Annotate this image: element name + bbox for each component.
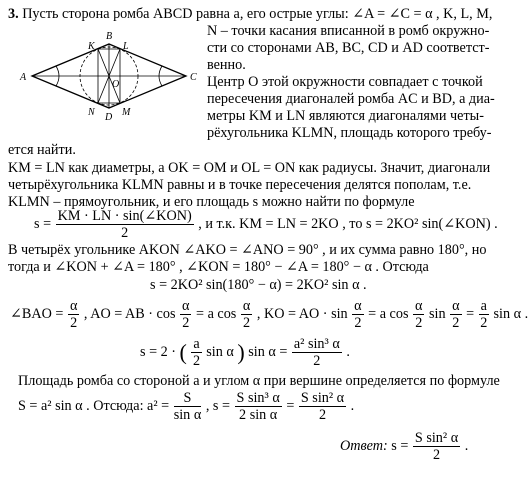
f1-fraction: [56, 208, 194, 241]
f2-b-frac: [180, 298, 191, 331]
formula-angles: [10, 298, 528, 331]
answer-end: .: [464, 437, 469, 454]
f2-e-num: α: [415, 298, 423, 314]
f2-b-num: α: [182, 298, 190, 314]
formula-area-1: [34, 208, 498, 241]
f4-den3: 2: [318, 407, 327, 423]
f2-d-num: α: [354, 298, 362, 314]
f4-den2: 2 sin α: [239, 407, 278, 423]
problem-line-7: метры KM и LN являются диагоналями четы-: [207, 108, 484, 124]
f1-den: 2: [121, 225, 129, 241]
f2-b: , AO = AB · cos: [83, 305, 176, 322]
f1-right: s = 2KO² sin(∠KON) .: [365, 215, 498, 232]
f2-a-num: α: [69, 298, 78, 314]
f2-c: = a cos: [196, 305, 237, 322]
problem-line-6: пересечения диагоналей ромба AC и BD, а диа-: [207, 91, 495, 107]
label-d: D: [105, 112, 113, 123]
f2-g-frac: [479, 298, 489, 331]
f4-frac1: [174, 390, 202, 423]
f2-h: sin α .: [493, 305, 528, 322]
answer-num: S sin² α: [414, 430, 459, 446]
f4-end: .: [350, 397, 355, 414]
f2-c-num: α: [242, 298, 251, 314]
f2-a-den: 2: [70, 315, 78, 331]
label-b: B: [106, 31, 113, 42]
solution-line-4: В четырёх угольнике AKON ∠AKO = ∠ANO = 90° , и их сумма равно 180°, но: [8, 242, 487, 258]
rhombus-figure: [4, 24, 204, 144]
problem-line-4: венно.: [207, 57, 246, 73]
f2-d-den: 2: [354, 315, 362, 331]
f4-c: =: [286, 397, 295, 414]
solution-line-3: KLMN – прямоугольник, и его площадь s можно найти по формуле: [8, 194, 415, 210]
f2-c-frac: [241, 298, 252, 331]
f3-b: sin α =: [248, 343, 288, 360]
problem-line-2: N – точки касания вписанной в ромб окружно-: [207, 23, 490, 39]
problem-line-9: ется найти.: [8, 142, 76, 158]
f2-g-den: 2: [480, 315, 488, 331]
problem-text-1: Пусть сторона ромба ABCD равна a, его острые углы: ∠A = ∠C = α , K, L, M,: [22, 6, 493, 22]
answer-frac: [413, 430, 460, 463]
f2-b-den: 2: [182, 315, 190, 331]
f2-f: sin: [429, 305, 446, 322]
answer-left: s =: [391, 437, 409, 454]
formula-area-2: [140, 336, 350, 369]
f2-f-den: 2: [452, 315, 460, 331]
problem-line-3: сти со сторонами AB, BC, CD и AD соответст-: [207, 40, 490, 56]
label-m: M: [122, 107, 131, 118]
f2-e-frac: [413, 298, 424, 331]
f3-lparen: (: [179, 339, 187, 365]
f4-frac2: [235, 390, 282, 423]
problem-line-8: рёхугольника KLMN, площадь которого требу-: [207, 125, 492, 141]
label-c: C: [190, 72, 197, 83]
f3-num: a² sin³ α: [293, 336, 340, 352]
f4-num1: S: [174, 390, 202, 407]
f4-den1: sin α: [173, 407, 202, 423]
f3-in-den: 2: [193, 353, 201, 369]
f4-num3: S sin² α: [300, 390, 345, 406]
problem-line-1: [8, 6, 492, 22]
f2-g: =: [466, 305, 475, 322]
f3-in-frac: [191, 336, 201, 369]
f2-f-num: α: [452, 298, 460, 314]
f1-num: KM · LN · sin(∠KON): [57, 208, 192, 224]
label-k: K: [88, 41, 95, 52]
f4-a: S = a² sin α . Отсюда: a² =: [18, 397, 170, 414]
f3-a: s = 2 ·: [140, 343, 176, 360]
f2-f-frac: [450, 298, 461, 331]
problem-line-5: Центр O этой окружности совпадает с точкой: [207, 74, 483, 90]
f3-frac: [292, 336, 342, 369]
f2-e: = a cos: [368, 305, 409, 322]
f2-d-frac: [352, 298, 363, 331]
f3-in: sin α: [206, 343, 234, 360]
answer: [340, 430, 468, 463]
f2-d: , KO = AO · sin: [256, 305, 348, 322]
solution-line-7: Площадь ромба со стороной a и углом α при вершине определяется по формуле: [18, 373, 500, 389]
solution-line-6: s = 2KO² sin(180° − α) = 2KO² sin α .: [150, 277, 367, 293]
answer-label: Ответ:: [340, 437, 388, 454]
f4-num2: S sin³ α: [236, 390, 280, 406]
solution-line-5: тогда и ∠KON + ∠A = 180° , ∠KON = 180° − ∠A = 180° − α . Отсюда: [8, 259, 429, 275]
formula-rhombus-area: [18, 390, 354, 423]
label-l: L: [123, 41, 129, 52]
f2-a-frac: [68, 298, 79, 331]
f1-left: s =: [34, 215, 52, 232]
solution-line-1: KM = LN как диаметры, а OK = OM и OL = ON как радиусы. Значит, диагонали: [8, 160, 491, 176]
label-a: A: [20, 72, 27, 83]
f2-c-den: 2: [243, 315, 251, 331]
f3-end: .: [346, 343, 350, 360]
f2-g-num: a: [480, 298, 487, 314]
f2-e-den: 2: [415, 315, 423, 331]
answer-den: 2: [432, 447, 441, 463]
label-n: N: [88, 107, 95, 118]
f3-rparen: ): [237, 339, 245, 365]
f3-den: 2: [313, 353, 321, 369]
problem-number: 3.: [8, 6, 19, 22]
label-o: O: [112, 79, 120, 90]
f3-in-num: a: [193, 336, 200, 352]
f2-a: ∠BAO =: [10, 305, 64, 322]
solution-line-2: четырёхугольника KLMN равны и в точке пересечения делятся пополам, т.е.: [8, 177, 472, 193]
f4-b: , s =: [205, 397, 230, 414]
f1-mid: , и т.к. KM = LN = 2KO , то: [198, 215, 363, 232]
f4-frac3: [299, 390, 346, 423]
